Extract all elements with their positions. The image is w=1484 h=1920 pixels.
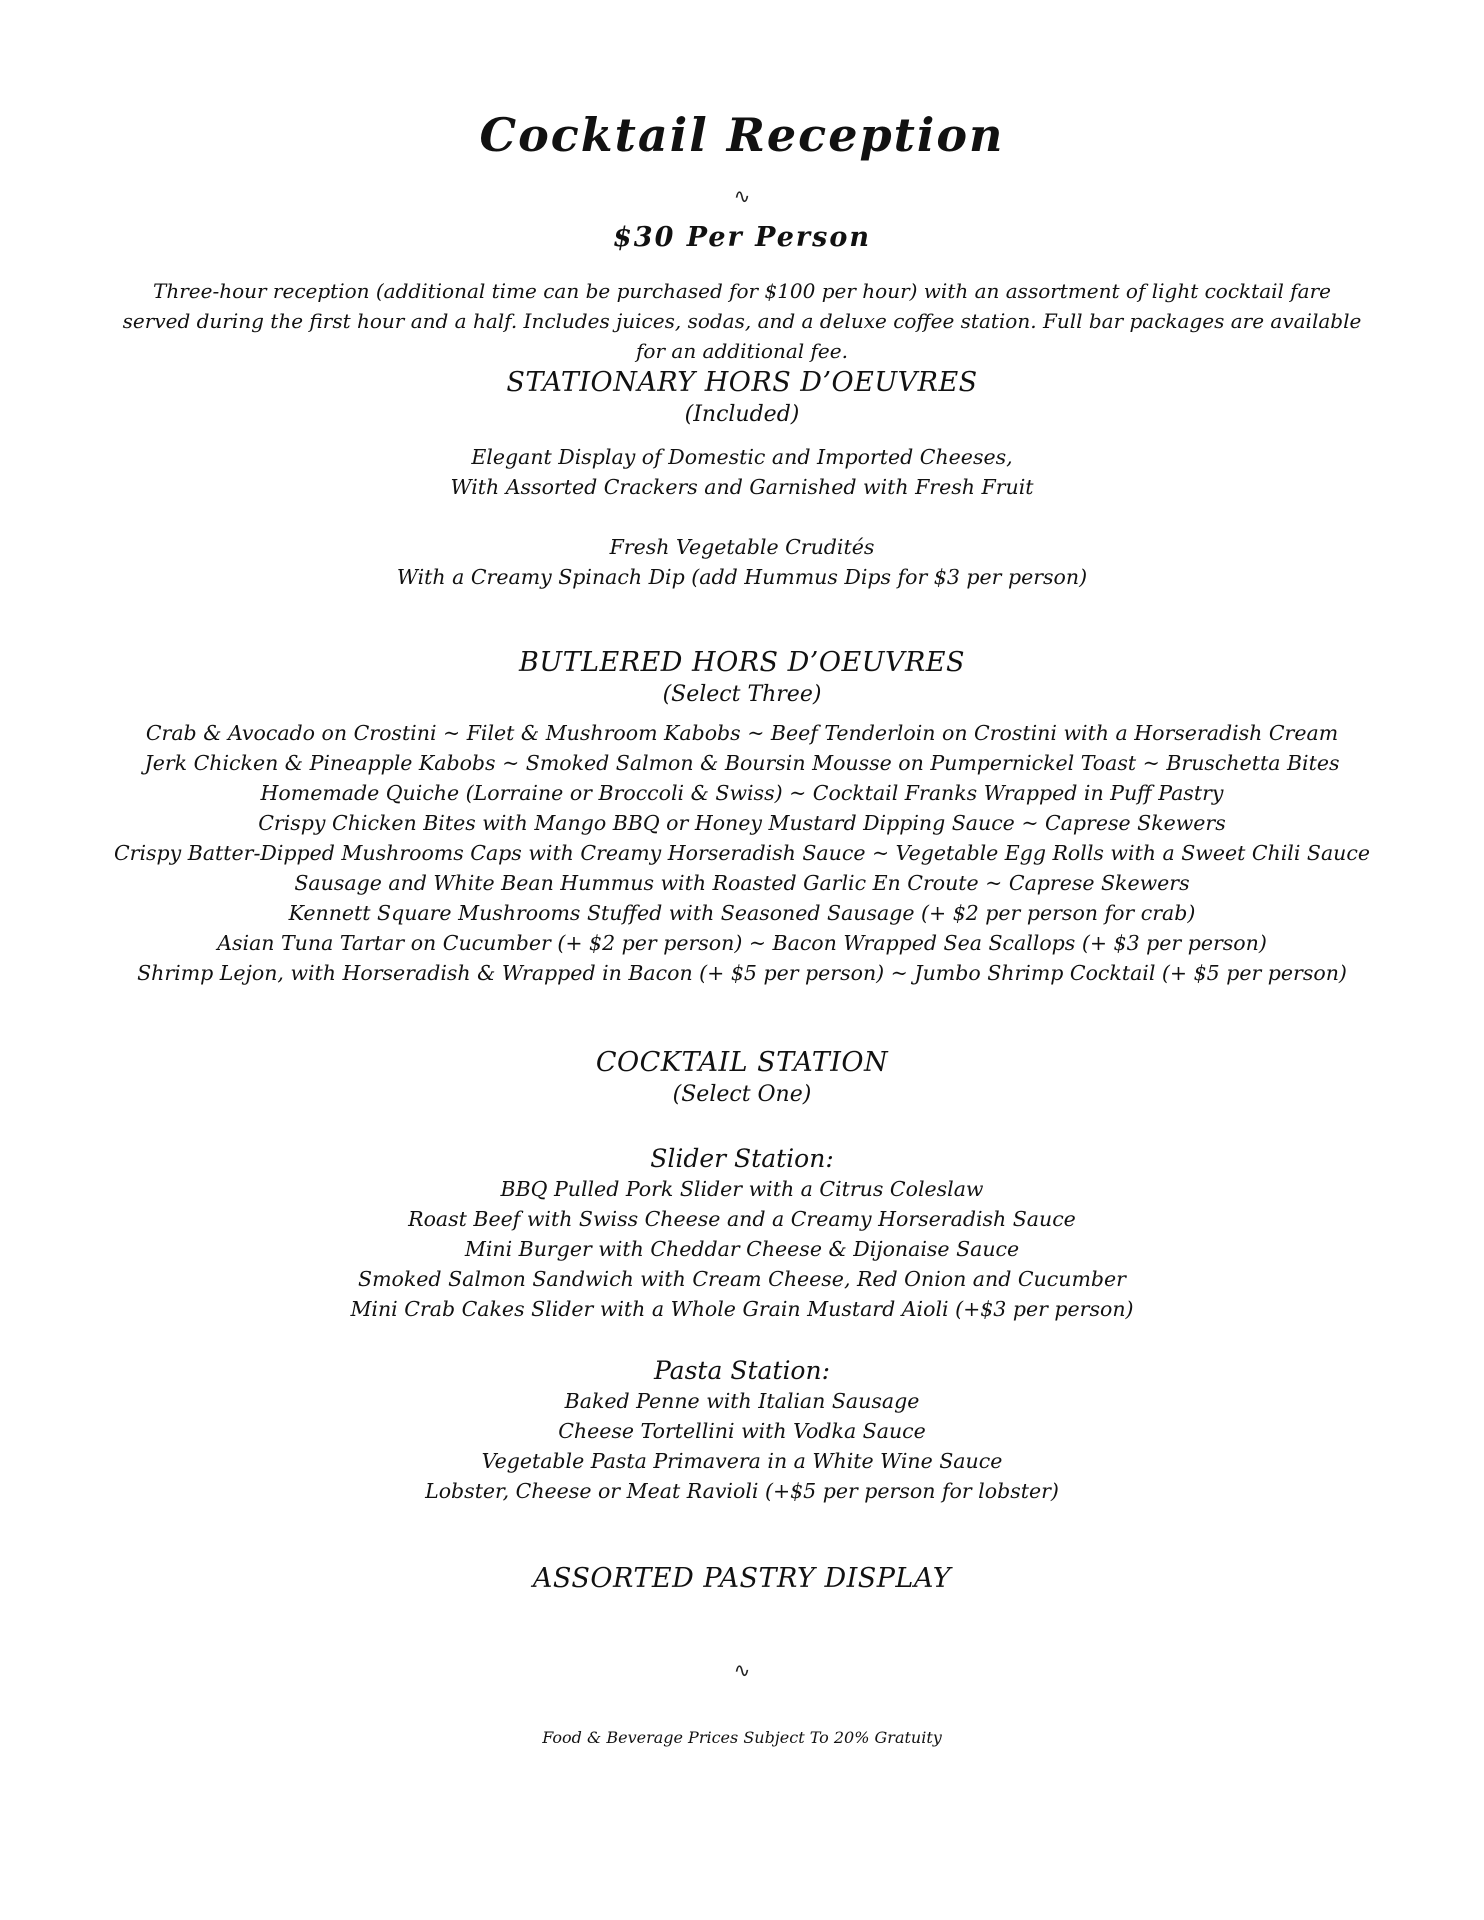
list-item: Jerk Chicken & Pineapple Kabobs ~ Smoked Salmon & Boursin Mousse on Pumpernickel Toast ~ Bruschetta Bites [144,751,1340,775]
section-subheading: (Included) [684,402,800,427]
flourish-ornament-icon: ∿ [733,184,751,208]
list-item: Mini Crab Cakes Slider with a Whole Grain Mustard Aioli (+$3 per person) [350,1297,1134,1321]
list-item: Roast Beef with Swiss Cheese and a Creamy Horseradish Sauce [408,1207,1076,1231]
flourish-ornament-icon: ∿ [733,1658,751,1682]
pastry-section [60,1562,1424,1596]
section-heading: BUTLERED HORS D’OEUVRES [519,647,965,678]
slider-station-title: Slider Station: [650,1144,834,1173]
price-per-person: $30 Per Person [613,222,871,253]
list-item: Crab & Avocado on Crostini ~ Filet & Mushroom Kabobs ~ Beef Tenderloin on Crostini with a Horseradish Cream [145,721,1339,745]
list-item: Shrimp Lejon, with Horseradish & Wrapped in Bacon (+ $5 per person) ~ Jumbo Shrimp Cocktail (+ $5 per person) [137,961,1347,985]
list-item: Crispy Batter-Dipped Mushrooms Caps with Creamy Horseradish Sauce ~ Vegetable Egg Rolls with a Sweet Chili Sauce [113,841,1370,865]
gratuity-footnote: Food & Beverage Prices Subject To 20% Gratuity [542,1728,942,1747]
section-subheading: (Select One) [672,1082,812,1107]
list-item: Smoked Salmon Sandwich with Cream Cheese, Red Onion and Cucumber [358,1267,1126,1291]
list-item: Cheese Tortellini with Vodka Sauce [558,1419,926,1443]
butlered-section [60,646,1424,988]
list-item: Mini Burger with Cheddar Cheese & Dijonaise Sauce [464,1237,1020,1261]
list-item: With a Creamy Spinach Dip (add Hummus Dips for $3 per person) [396,565,1088,589]
list-item: Vegetable Pasta Primavera in a White Wine Sauce [481,1449,1003,1473]
list-item: Asian Tuna Tartar on Cucumber (+ $2 per person) ~ Bacon Wrapped Sea Scallops (+ $3 per person) [217,931,1267,955]
intro-paragraph: Three-hour reception (additional time can be purchased for $100 per hour) with an assortment of light cocktail fare served during the first hour and a half. Includes juices, sodas, and a deluxe coffee station. Full bar packages are available for an additional fee. [122,279,1362,363]
section-heading: STATIONARY HORS D’OEUVRES [506,367,978,398]
list-item: With Assorted Crackers and Garnished with Fresh Fruit [450,475,1034,499]
list-item: Lobster, Cheese or Meat Ravioli (+$5 per person for lobster) [425,1479,1059,1503]
list-item: Fresh Vegetable Crudités [609,535,875,559]
list-item: Baked Penne with Italian Sausage [564,1389,920,1413]
list-item: Sausage and White Bean Hummus with Roasted Garlic En Croute ~ Caprese Skewers [294,871,1190,895]
section-heading: COCKTAIL STATION [595,1047,889,1078]
list-item: Elegant Display of Domestic and Imported Cheeses, [471,445,1013,469]
pasta-station-title: Pasta Station: [653,1356,831,1385]
list-item: Crispy Chicken Bites with Mango BBQ or Honey Mustard Dipping Sauce ~ Caprese Skewers [258,811,1226,835]
section-subheading: (Select Three) [662,682,822,707]
list-item: Homemade Quiche (Lorraine or Broccoli & Swiss) ~ Cocktail Franks Wrapped in Puff Pastry [260,781,1224,805]
stationary-section [60,366,1424,592]
page-title: Cocktail Reception [479,108,1005,162]
list-item: BBQ Pulled Pork Slider with a Citrus Coleslaw [500,1177,984,1201]
list-item: Kennett Square Mushrooms Stuffed with Seasoned Sausage (+ $2 per person for crab) [288,901,1196,925]
section-heading: ASSORTED PASTRY DISPLAY [532,1563,952,1594]
cocktail-station-section [60,1046,1424,1506]
